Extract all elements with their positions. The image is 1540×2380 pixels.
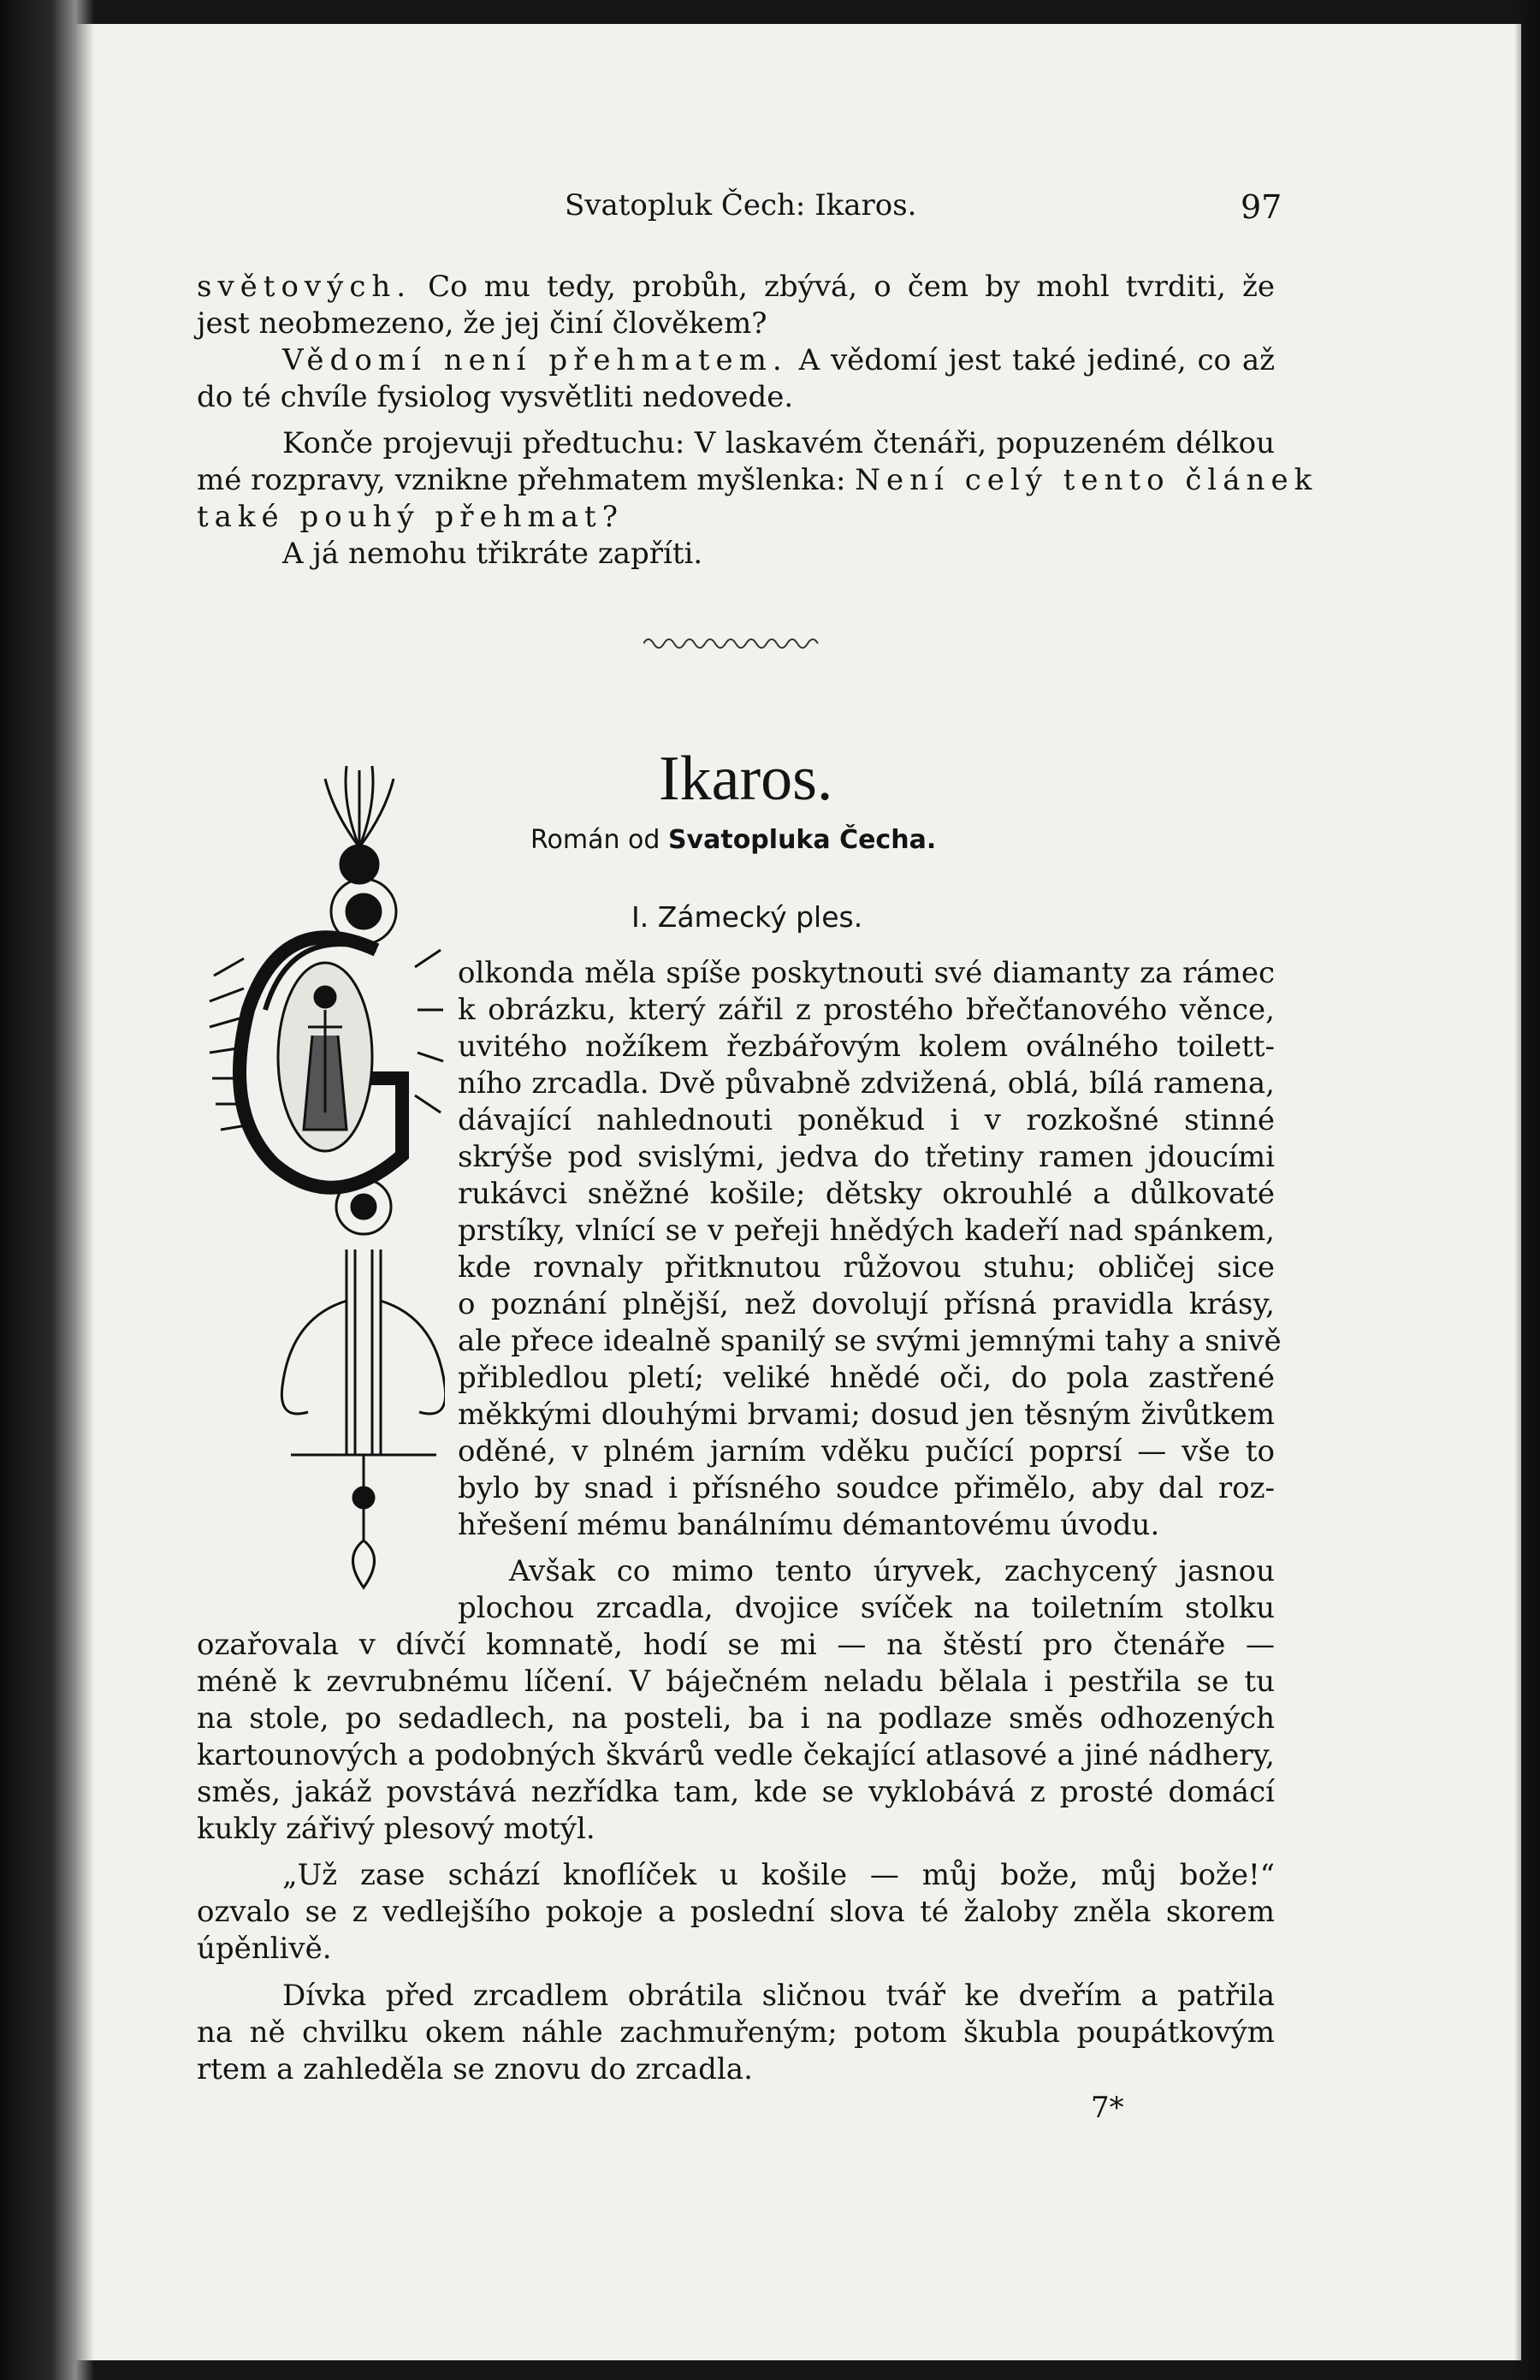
- text-line: prstíky, vlnící se v peřeji hnědých kadeří nad spánkem,: [458, 1214, 1275, 1248]
- text-line: oděné, v plném jarním vděku pučící poprsí — vše to: [458, 1434, 1275, 1469]
- text-line: ozařovala v dívčí komnatě, hodí se mi — na štěstí pro čtenáře —: [197, 1628, 1275, 1662]
- text-line: ního zrcadla. Dvě půvabně zdvižená, oblá, bílá ramena,: [458, 1066, 1275, 1101]
- text-line: na ně chvilku okem náhle zachmuřeným; potom škubla poupátkovým: [197, 2015, 1275, 2050]
- chapter-heading: I. Zámecký ples.: [631, 900, 863, 934]
- text-line: na stole, po sedadlech, na posteli, ba i na podlaze směs odhozených: [197, 1701, 1275, 1736]
- text-line: směs, jakáž povstává nezřídka tam, kde se vyklobává z prosté domácí: [197, 1775, 1275, 1809]
- text-line: plochou zrcadla, dvojice svíček na toiletním stolku: [458, 1591, 1275, 1625]
- text-line: skrýše pod svislými, jedva do třetiny ramen jdoucími: [458, 1140, 1275, 1174]
- section-title: Ikaros.: [659, 744, 833, 814]
- text-line: A já nemohu třikráte zapříti.: [282, 537, 703, 571]
- text-line: Avšak co mimo tento úryvek, zachycený jasnou: [509, 1554, 1275, 1588]
- text-line: Dívka před zrcadlem obrátila sličnou tvář ke dveřím a patřila: [282, 1979, 1275, 2013]
- text-line: méně k zevrubnému líčení. V báječném neladu bělala i pestřila se tu: [197, 1665, 1275, 1699]
- text-line: rtem a zahleděla se znovu do zrcadla.: [197, 2052, 753, 2086]
- scan-shadow-right: [1514, 0, 1540, 2380]
- text-line: uvitého nožíkem řezbářovým kolem oválného toilett-: [458, 1030, 1275, 1064]
- text-line: kartounových a podobných škvárů vedle čekající atlasové a jiné nádhery,: [197, 1738, 1275, 1772]
- text-line: „Už zase schází knoflíček u košile — můj bože, můj bože!“: [282, 1858, 1275, 1892]
- text-line: úpěnlivě.: [197, 1932, 332, 1966]
- page-number: 97: [1241, 188, 1282, 226]
- text-line: měkkými dlouhými brvami; dosud jen těsným živůtkem: [458, 1398, 1275, 1432]
- text-line: kukly zářivý plesový motýl.: [197, 1812, 595, 1846]
- signature-mark: 7*: [1091, 2091, 1124, 2125]
- section-subtitle: Román od Svatopluka Čecha.: [530, 825, 937, 855]
- text-line: přibledlou pletí; veliké hnědé oči, do pola zastřené: [458, 1361, 1275, 1395]
- text-line: ale přece idealně spanilý se svými jemnými tahy a snivě: [458, 1324, 1282, 1358]
- text-line: také pouhý přehmat?: [197, 500, 624, 534]
- decorated-initial-illustration: [197, 753, 445, 1592]
- text-line: mé rozpravy, vznikne přehmatem myšlenka: Není celý tento článek: [197, 463, 1318, 497]
- text-line: do té chvíle fysiolog vysvětliti nedovede.: [197, 380, 794, 414]
- text-line: Vědomí není přehmatem. A vědomí jest také jediné, co až: [282, 343, 1275, 377]
- scan-shadow-left: [0, 0, 94, 2380]
- text-line: olkonda měla spíše poskytnouti své diamanty za rámec: [458, 956, 1275, 990]
- text-line: dávající nahlednouti poněkud i v rozkošné stinné: [458, 1103, 1275, 1137]
- text-line: rukávci sněžné košile; dětsky okrouhlé a důlkovaté: [458, 1177, 1275, 1211]
- text-line: k obrázku, který zářil z prostého břečťanového věnce,: [458, 993, 1275, 1027]
- text-line: hřešení mému banálnímu démantovému úvodu.: [458, 1508, 1160, 1542]
- text-line: o poznání plnější, než dovolují přísná pravidla krásy,: [458, 1287, 1275, 1321]
- text-line: jest neobmezeno, že jej činí člověkem?: [197, 306, 767, 341]
- text-line: ozvalo se z vedlejšího pokoje a poslední slova té žaloby zněla skorem: [197, 1895, 1275, 1929]
- section-divider-ornament: [643, 633, 823, 654]
- text-line: Konče projevuji předtuchu: V laskavém čtenáři, popuzeném délkou: [282, 426, 1275, 460]
- text-line: kde rovnaly přitknutou růžovou stuhu; obličej sice: [458, 1250, 1275, 1285]
- text-line: bylo by snad i přísného soudce přimělo, aby dal roz-: [458, 1471, 1275, 1505]
- running-header: Svatopluk Čech: Ikaros.: [565, 188, 917, 223]
- text-line: světových. Co mu tedy, probůh, zbývá, o čem by mohl tvrditi, že: [197, 270, 1275, 304]
